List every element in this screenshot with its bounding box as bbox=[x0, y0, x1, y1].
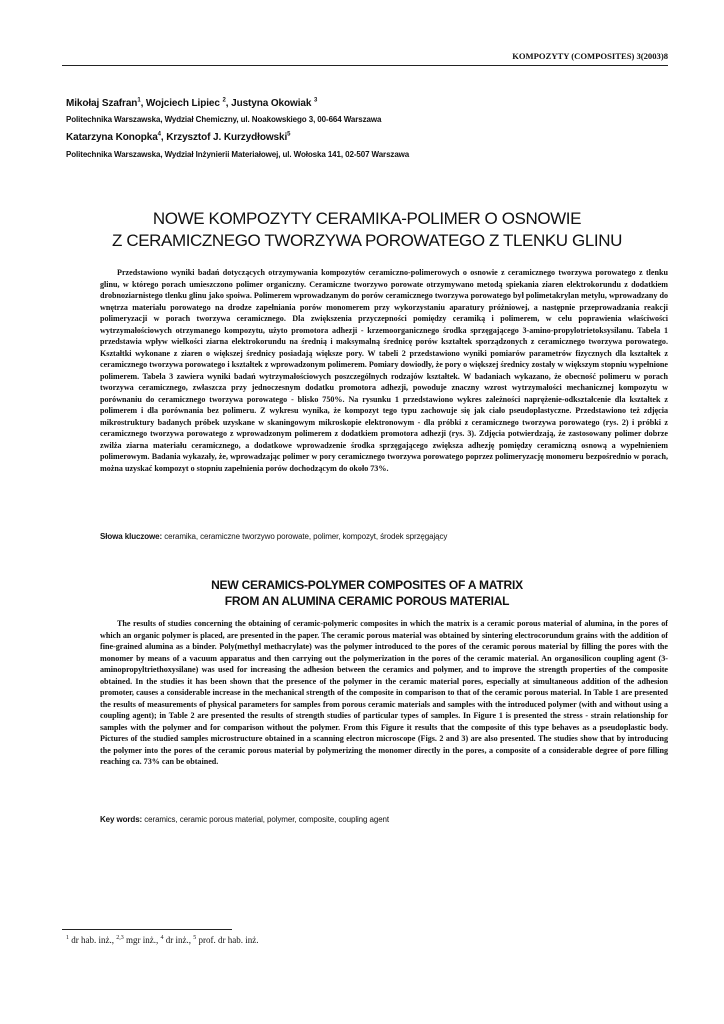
title-polish-line-1: NOWE KOMPOZYTY CERAMIKA-POLIMER O OSNOWIE bbox=[152, 209, 582, 228]
footnote bbox=[66, 935, 258, 945]
affiliation-1: Politechnika Warszawska, Wydział Chemiczny, ul. Noakowskiego 3, 00-664 Warszawa bbox=[66, 115, 382, 124]
title-polish bbox=[66, 208, 668, 252]
footnote-marker: 1 bbox=[66, 935, 69, 941]
footnote-rule bbox=[62, 929, 232, 930]
footnote-text: mgr inż., bbox=[123, 935, 161, 945]
title-english-line-1: NEW CERAMICS-POLYMER COMPOSITES OF A MATRIX bbox=[211, 578, 523, 592]
title-polish-line-2: Z CERAMICZNEGO TWORZYWA POROWATEGO Z TLENKU GLINU bbox=[112, 231, 622, 250]
footnote-marker: 4 bbox=[160, 935, 164, 941]
author-name: , Justyna Okowiak bbox=[225, 98, 314, 109]
author-name: Mikołaj Szafran bbox=[66, 98, 138, 109]
author-name: Katarzyna Konopka bbox=[66, 132, 158, 143]
authors-line-1 bbox=[66, 98, 317, 109]
abstract-polish: Przedstawiono wyniki badań dotyczących otrzymywania kompozytów ceramiczno-polimerowych o osnowie z ceramicznego tworzywa porowatego z tlenku glinu, w którego porach umieszczono polimer organiczny. Ceramiczne tworzywo porowate otrzymywano metodą spiekania ziaren elektrokorundu z dodatkiem drobnoziarnistego tlenku glinu jako spoiwa. Polimerem wprowadzanym do porów ceramicznego tworzywa porowatego był polimetakrylan metylu, wprowadzany do wnętrza materiału porowatego na drodze zapełniania porów monomerem przy wykorzystaniu aparatury próżniowej, a następnie przeprowadzania reakcji polimeryzacji w porach tworzywa ceramicznego. Dla zwiększenia przyczepności pomiędzy ceramiką i polimerem, w celu poprawienia właściwości wytrzymałościowych otrzymanego kompozytu, użyto promotora adhezji - krzemoorganicznego środka sprzęgającego 3-amino-propylotrietoksysilanu. Tabela 1 przedstawia wpływ wielkości ziarna elektrokorundu na średnią i maksymalną średnicę porów kształtek sporządzonych z ceramicznego tworzywa porowatego. Kształtki wykonane z ziaren o większej średnicy posiadają większe pory. W tabeli 2 przedstawiono wyniki pomiarów parametrów fizycznych dla kształtek z ceramicznego tworzywa porowatego i kształtek z wprowadzonym polimerem. Pomiary dowiodły, że pory o większej średnicy zostały w większym stopniu wypełnione polimerem. Tabela 3 zawiera wyniki badań wytrzymałościowych poszczególnych rodzajów kształtek. W badaniach wykazano, że obecność polimeru w porach tworzywa ceramicznego, zwłaszcza przy jednoczesnym dodatku promotora adhezji, powoduje znaczny wzrost wytrzymałości mechanicznej kompozytu w porównaniu do ceramicznego tworzywa porowatego - blisko 750%. Na rysunku 1 przedstawiono wykres zależności naprężenie-odkształcenie dla kształtek z polimerem i dla porównania bez polimeru. Z wykresu wynika, że kompozyt tego typu zachowuje się jak ciało pseudoplastyczne. Przedstawiono też zdjęcia mikrostruktury badanych próbek uzyskane w skaningowym mikroskopie elektronowym - dla próbki z ceramicznego tworzywa porowatego (rys. 2) i próbki z ceramicznego tworzywa porowatego z wprowadzonym polimerem z dodatkiem promotora adhezji (rys. 3). Zdjęcia potwierdzają, że zastosowany polimer dobrze zwilża ziarna materiału ceramicznego, a dodatkowe wprowadzenie środka sprzęgającego zwiększa adhezję pomiędzy ceramiczną osnową a wypełnieniem polimerowym. Badania wykazały, że, wprowadzając polimer w pory ceramicznego tworzywa porowatego poprzez polimeryzację monomeru bezpośrednio w porach, można uzyskać kompozyt o stopniu zapełnienia porów dochodzącym do około 73%. bbox=[100, 268, 668, 473]
footnote-text: prof. dr hab. inż. bbox=[196, 935, 259, 945]
keywords-english bbox=[100, 815, 389, 824]
footnote-marker: 2,3 bbox=[116, 935, 124, 941]
keywords-value: ceramika, ceramiczne tworzywo porowate, polimer, kompozyt, środek sprzęgający bbox=[164, 532, 448, 541]
keywords-label: Słowa kluczowe: bbox=[100, 532, 163, 541]
title-english bbox=[66, 577, 668, 609]
journal-header: KOMPOZYTY (COMPOSITES) 3(2003)8 bbox=[512, 51, 668, 61]
keywords-label: Key words: bbox=[100, 815, 143, 824]
authors-line-2 bbox=[66, 132, 290, 143]
author-superscript: 4 bbox=[157, 131, 161, 138]
footnote-marker: 5 bbox=[193, 935, 197, 941]
footnote-text: dr inż., bbox=[163, 935, 194, 945]
keywords-value: ceramics, ceramic porous material, polymer, composite, coupling agent bbox=[144, 815, 390, 824]
affiliation-2: Politechnika Warszawska, Wydział Inżynierii Materiałowej, ul. Wołoska 141, 02-507 Warszawa bbox=[66, 150, 410, 159]
header-rule bbox=[62, 65, 668, 66]
keywords-polish bbox=[100, 532, 447, 541]
abstract-english: The results of studies concerning the obtaining of ceramic-polymeric composites in which the matrix is a ceramic porous material of alumina, in the pores of which an organic polymer is placed, are presented in the paper. The ceramic porous material was obtained by sintering electrocorundum grains with the addition of fine-grained alumina as a binder. Poly(methyl methacrylate) was the polymer introduced to the pores of the ceramic porous material by filling the pores with the monomer by means of a vacuum apparatus and then carrying out the polymerization in the pores of the ceramic material. An organosilicon coupling agent (3-aminopropyltriethoxysilane) was used for increasing the adhesion between the ceramics and polymer, and to improve the strength properties of the composite obtained. In the studies it has been shown that the presence of the polymer in the ceramic material pores, especially at simultaneous addition of the adhesion promoter, causes a considerable increase in the mechanical strength of the composite in comparison to that of the ceramic porous material. In Table 1 are presented the results of measurements of physical parameters for samples from porous ceramic materials and samples with the introduced polymer (with and without using a coupling agent); in Table 2 are presented the results of strength studies of particular types of samples. In Figure 1 is presented the stress - strain relationship for samples with the polymer and for comparison without the polymer. From this Figure it results that the composite of this type behaves as a pseudoplastic body. Pictures of the studied samples microstructure obtained in a scanning electron microscope (Figs. 2 and 3) are also presented. The studies show that by introducing the polymer into the pores of the ceramic porous material by polymerizing the monomer directly in the pores, a composite of a considerable degree of pore filling reaching ca. 73% can be obtained. bbox=[100, 619, 668, 766]
author-superscript: 1 bbox=[137, 97, 141, 104]
author-superscript: 3 bbox=[313, 97, 318, 104]
author-name: , Krzysztof J. Kurzydłowski bbox=[160, 132, 288, 143]
author-superscript: 2 bbox=[222, 97, 226, 104]
footnote-text: dr hab. inż., bbox=[69, 935, 117, 945]
title-english-line-2: FROM AN ALUMINA CERAMIC POROUS MATERIAL bbox=[224, 594, 510, 608]
author-name: , Wojciech Lipiec bbox=[140, 98, 223, 109]
author-superscript: 5 bbox=[287, 131, 291, 138]
